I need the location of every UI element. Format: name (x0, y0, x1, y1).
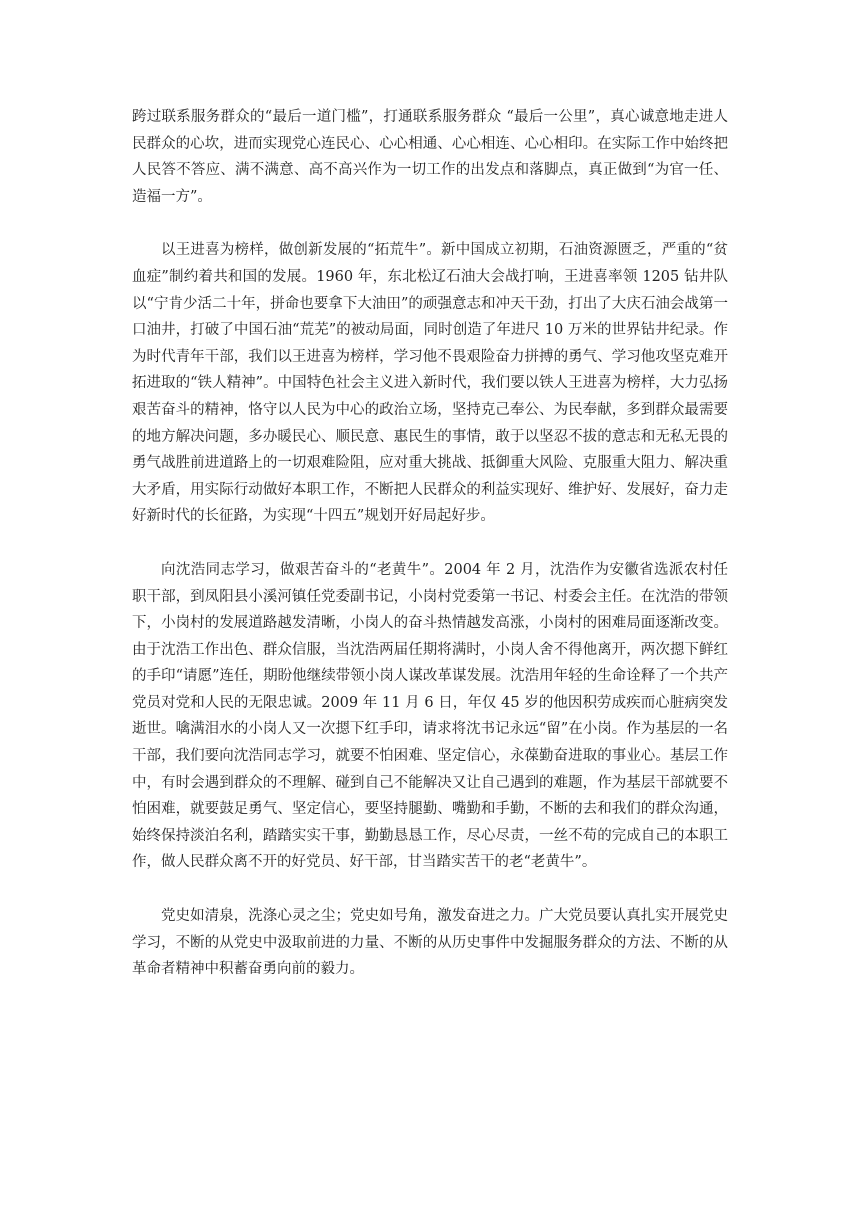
paragraph-3: 向沈浩同志学习，做艰苦奋斗的“老黄牛”。2004 年 2 月，沈浩作为安徽省选派农村任职干部，到凤阳县小溪河镇任党委副书记，小岗村党委第一书记、村委会主任。在沈浩的带领下，小岗村的发展道路越发清晰，小岗人的奋斗热情越发高涨，小岗村的困难局面逐渐改变。由于沈浩工作出色、群众信服，当沈浩两届任期将满时，小岗人舍不得他离开，两次摁下鲜红的手印“请愿”连任，期盼他继续带领小岗人谋改革谋发展。沈浩用年轻的生命诠释了一个共产党员对党和人民的无限忠诚。2009 年 11 月 6 日，年仅 45 岁的他因积劳成疾而心脏病突发逝世。噙满泪水的小岗人又一次摁下红手印，请求将沈书记永远“留”在小岗。作为基层的一名干部，我们要向沈浩同志学习，就要不怕困难、坚定信心，永葆勤奋进取的事业心。基层工作中，有时会遇到群众的不理解、碰到自己不能解决又让自己遇到的难题，作为基层干部就要不怕困难，就要鼓足勇气、坚定信心，要坚持腿勤、嘴勤和手勤，不断的去和我们的群众沟通，始终保持淡泊名利，踏踏实实干事，勤勤恳恳工作，尽心尽责，一丝不苟的完成自己的本职工作，做人民群众离不开的好党员、好干部，甘当踏实苦干的老“老黄牛”。 (132, 561, 728, 871)
document-body (132, 104, 728, 1010)
paragraph-2: 以王进喜为榜样，做创新发展的“拓荒牛”。新中国成立初期，石油资源匮乏，严重的“贫血症”制约着共和国的发展。1960 年，东北松辽石油大会战打响，王进喜率领 1205 钻井队以“宁肯少活二十年，拼命也要拿下大油田”的顽强意志和冲天干劲，打出了大庆石油会战第一口油井，打破了中国石油“荒芜”的被动局面，同时创造了年进尺 10 万米的世界钻井纪录。作为时代青年干部，我们以王进喜为榜样，学习他不畏艰险奋力拼搏的勇气、学习他攻坚克难开拓进取的“铁人精神”。中国特色社会主义进入新时代，我们要以铁人王进喜为榜样，大力弘扬艰苦奋斗的精神，恪守以人民为中心的政治立场，坚持克己奉公、为民奉献，多到群众最需要的地方解决问题，多办暖民心、顺民意、惠民生的事情，敢于以坚忍不拔的意志和无私无畏的勇气战胜前进道路上的一切艰难险阻，应对重大挑战、抵御重大风险、克服重大阻力、解决重大矛盾，用实际行动做好本职工作，不断把人民群众的利益实现好、维护好、发展好，奋力走好新时代的长征路，为实现“十四五”规划开好局起好步。 (132, 242, 728, 525)
paragraph-1: 跨过联系服务群众的“最后一道门槛”，打通联系服务群众 “最后一公里”，真心诚意地走进人民群众的心坎，进而实现党心连民心、心心相通、心心相连、心心相印。在实际工作中始终把人民答不答应、满不满意、高不高兴作为一切工作的出发点和落脚点，真正做到“为官一任、造福一方”。 (132, 109, 728, 205)
paragraph-4: 党史如清泉，洗涤心灵之尘；党史如号角，激发奋进之力。广大党员要认真扎实开展党史学习，不断的从党史中汲取前进的力量、不断的从历史事件中发掘服务群众的方法、不断的从革命者精神中积蓄奋勇向前的毅力。 (132, 908, 728, 978)
